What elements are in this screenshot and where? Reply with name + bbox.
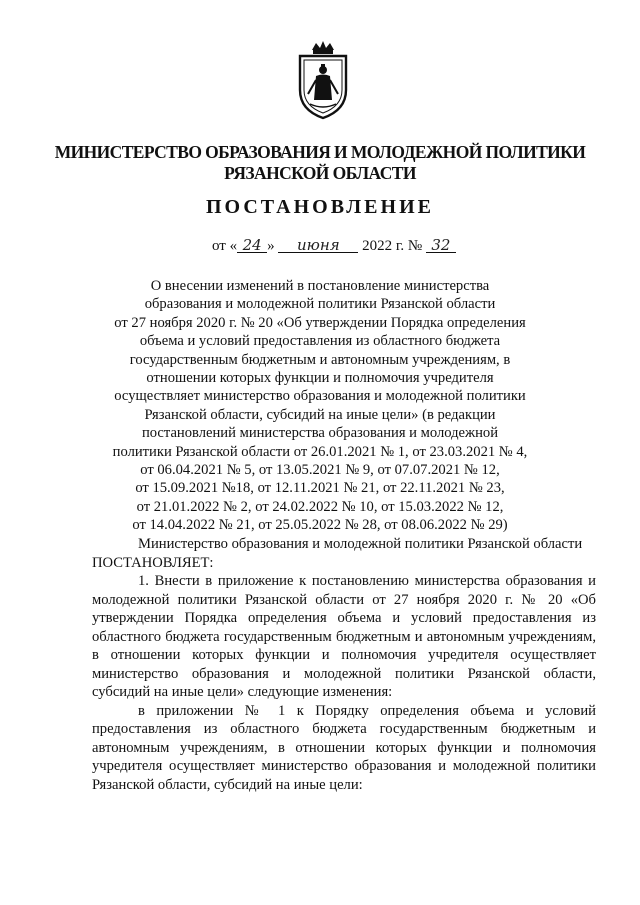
title-line: от 14.04.2022 № 21, от 25.05.2022 № 28, от 08.06.2022 № 29) <box>132 517 508 534</box>
title-line: осуществляет министерство образования и молодежной политики <box>114 388 526 405</box>
title-line: образования и молодежной политики Рязанской области <box>144 296 496 313</box>
title-line: политики Рязанской области от 26.01.2021 № 1, от 23.03.2021 № 4, <box>112 443 528 460</box>
date-year-text: 2022 г. № <box>358 238 426 254</box>
title-line: от 27 ноября 2020 г. № 20 «Об утверждении Порядка определения <box>114 314 526 331</box>
title-line: государственным бюджетным и автономным учреждениям, в <box>129 351 511 368</box>
date-mid: » <box>267 238 279 254</box>
date-line <box>212 238 456 255</box>
document-title <box>110 277 530 535</box>
document-body <box>92 535 596 794</box>
document-type-heading: ПОСТАНОВЛЕНИЕ <box>206 196 434 218</box>
title-line: от 15.09.2021 №18, от 12.11.2021 № 21, от 22.11.2021 № 23, <box>135 480 505 497</box>
ministry-name-line1: МИНИСТЕРСТВО ОБРАЗОВАНИЯ И МОЛОДЕЖНОЙ ПОЛИТИКИ <box>54 142 586 162</box>
date-prefix: от « <box>212 238 238 254</box>
handwritten-month: июня <box>278 238 358 253</box>
title-line: от 21.01.2022 № 2, от 24.02.2022 № 10, от 15.03.2022 № 12, <box>136 498 504 515</box>
body-item-2: в приложении № 1 к Порядку определения объема и условий предоставления из областного бюджета государственным бюджетным и автономным учреждениям, в отношении которых функции и полномочия учредителя осуществляет министерство образования и молодежной политики Рязанской области, субсидий на иные цели: <box>92 702 596 793</box>
title-line: отношении которых функции и полномочия учредителя <box>146 370 494 387</box>
ministry-name-line2: РЯЗАНСКОЙ ОБЛАСТИ <box>224 163 416 183</box>
handwritten-day: 24 <box>237 238 267 253</box>
body-item-1: 1. Внести в приложение к постановлению министерства образования и молодежной политики Рязанской области от 27 ноября 2020 г. № 20 «Об утверждении Порядка определения объема и условий предоставления из областного бюджета государственным бюджетным и автономным учреждениям, в отношении которых функции и полномочия учредителя осуществляет министерство образования и молодежной политики Рязанской области, субсидий на иные цели» следующие изменения: <box>92 573 596 700</box>
title-line: Рязанской области, субсидий на иные цели» (в редакции <box>144 406 496 423</box>
handwritten-number: 32 <box>426 238 456 253</box>
title-line: от 06.04.2021 № 5, от 13.05.2021 № 9, от 07.07.2021 № 12, <box>140 462 500 479</box>
body-intro: Министерство образования и молодежной политики Рязанской области <box>138 536 583 552</box>
body-decree: ПОСТАНОВЛЯЕТ: <box>92 554 214 571</box>
coat-of-arms-emblem-icon <box>294 40 352 120</box>
title-line: объема и условий предоставления из областного бюджета <box>139 333 501 350</box>
title-line: постановлений министерства образования и молодежной <box>141 425 499 442</box>
title-line: О внесении изменений в постановление министерства <box>150 278 490 294</box>
